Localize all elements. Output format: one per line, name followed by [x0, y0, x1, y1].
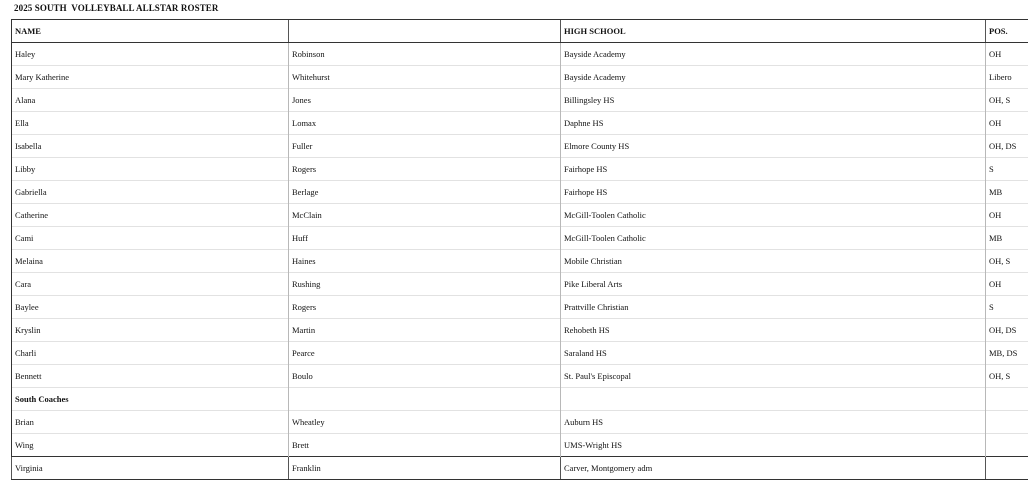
first-name-cell: Ella: [12, 112, 289, 135]
position-cell: OH: [986, 112, 1028, 135]
school-cell: Prattville Christian: [561, 296, 986, 319]
first-name-cell: Charli: [12, 342, 289, 365]
school-cell: Auburn HS: [561, 411, 986, 434]
coach-row: [12, 434, 1028, 457]
table-row: [12, 365, 1028, 388]
table-row: [12, 250, 1028, 273]
last-name-cell: McClain: [289, 204, 561, 227]
coach-row: [12, 411, 1028, 434]
school-cell: Rehobeth HS: [561, 319, 986, 342]
last-name-cell: Boulo: [289, 365, 561, 388]
position-cell: MB, DS: [986, 342, 1028, 365]
position-cell: [986, 434, 1028, 457]
empty-cell: [561, 388, 986, 411]
last-name-cell: Haines: [289, 250, 561, 273]
school-cell: UMS-Wright HS: [561, 434, 986, 457]
position-cell: OH, DS: [986, 319, 1028, 342]
table-row: [12, 319, 1028, 342]
school-cell: Carver, Montgomery adm: [561, 457, 986, 480]
table-row: [12, 342, 1028, 365]
school-cell: Daphne HS: [561, 112, 986, 135]
first-name-cell: Cara: [12, 273, 289, 296]
first-name-cell: Isabella: [12, 135, 289, 158]
table-row: [12, 296, 1028, 319]
first-name-cell: Baylee: [12, 296, 289, 319]
first-name-cell: Catherine: [12, 204, 289, 227]
position-cell: [986, 411, 1028, 434]
first-name-cell: Melaina: [12, 250, 289, 273]
school-cell: Bayside Academy: [561, 66, 986, 89]
position-cell: OH, S: [986, 365, 1028, 388]
first-name-cell: Gabriella: [12, 181, 289, 204]
position-cell: OH: [986, 273, 1028, 296]
school-cell: Fairhope HS: [561, 158, 986, 181]
last-name-cell: Pearce: [289, 342, 561, 365]
first-name-cell: Alana: [12, 89, 289, 112]
last-name-cell: Rogers: [289, 158, 561, 181]
first-name-cell: Virginia: [12, 457, 289, 480]
position-cell: MB: [986, 181, 1028, 204]
coaches-section-row: [12, 388, 1028, 411]
table-row: [12, 112, 1028, 135]
roster-table: [11, 19, 1028, 480]
first-name-cell: Brian: [12, 411, 289, 434]
empty-cell: [986, 388, 1028, 411]
first-name-cell: Haley: [12, 43, 289, 66]
last-name-cell: Robinson: [289, 43, 561, 66]
first-name-cell: Mary Katherine: [12, 66, 289, 89]
table-row: [12, 204, 1028, 227]
school-cell: Billingsley HS: [561, 89, 986, 112]
school-cell: Pike Liberal Arts: [561, 273, 986, 296]
school-cell: McGill-Toolen Catholic: [561, 227, 986, 250]
position-cell: OH: [986, 43, 1028, 66]
last-name-cell: Martin: [289, 319, 561, 342]
last-name-cell: Lomax: [289, 112, 561, 135]
first-name-cell: Cami: [12, 227, 289, 250]
first-name-cell: Wing: [12, 434, 289, 457]
table-row: [12, 66, 1028, 89]
last-name-cell: Rogers: [289, 296, 561, 319]
first-name-cell: Libby: [12, 158, 289, 181]
last-name-cell: Rushing: [289, 273, 561, 296]
last-name-cell: Wheatley: [289, 411, 561, 434]
school-cell: Mobile Christian: [561, 250, 986, 273]
header-high-school: HIGH SCHOOL: [561, 20, 986, 43]
last-name-cell: Brett: [289, 434, 561, 457]
empty-cell: [289, 388, 561, 411]
header-blank: [289, 20, 561, 43]
school-cell: St. Paul's Episcopal: [561, 365, 986, 388]
position-cell: OH, S: [986, 250, 1028, 273]
last-name-cell: Huff: [289, 227, 561, 250]
position-cell: S: [986, 296, 1028, 319]
table-row: [12, 181, 1028, 204]
header-position: POS.: [986, 20, 1028, 43]
position-cell: [986, 457, 1028, 480]
table-row: [12, 89, 1028, 112]
table-row: [12, 227, 1028, 250]
position-cell: OH, DS: [986, 135, 1028, 158]
first-name-cell: Kryslin: [12, 319, 289, 342]
school-cell: McGill-Toolen Catholic: [561, 204, 986, 227]
last-name-cell: Fuller: [289, 135, 561, 158]
position-cell: OH: [986, 204, 1028, 227]
last-name-cell: Jones: [289, 89, 561, 112]
document-title: 2025 SOUTH VOLLEYBALL ALLSTAR ROSTER: [14, 3, 219, 13]
school-cell: Elmore County HS: [561, 135, 986, 158]
table-row: [12, 158, 1028, 181]
table-row: [12, 135, 1028, 158]
school-cell: Saraland HS: [561, 342, 986, 365]
table-row: [12, 273, 1028, 296]
position-cell: Libero: [986, 66, 1028, 89]
coach-row: [12, 457, 1028, 480]
first-name-cell: Bennett: [12, 365, 289, 388]
position-cell: S: [986, 158, 1028, 181]
position-cell: OH, S: [986, 89, 1028, 112]
coaches-section-label: South Coaches: [12, 388, 289, 411]
header-name: NAME: [12, 20, 289, 43]
table-row: [12, 43, 1028, 66]
last-name-cell: Franklin: [289, 457, 561, 480]
position-cell: MB: [986, 227, 1028, 250]
last-name-cell: Whitehurst: [289, 66, 561, 89]
school-cell: Bayside Academy: [561, 43, 986, 66]
last-name-cell: Berlage: [289, 181, 561, 204]
school-cell: Fairhope HS: [561, 181, 986, 204]
table-header-row: [12, 20, 1028, 43]
